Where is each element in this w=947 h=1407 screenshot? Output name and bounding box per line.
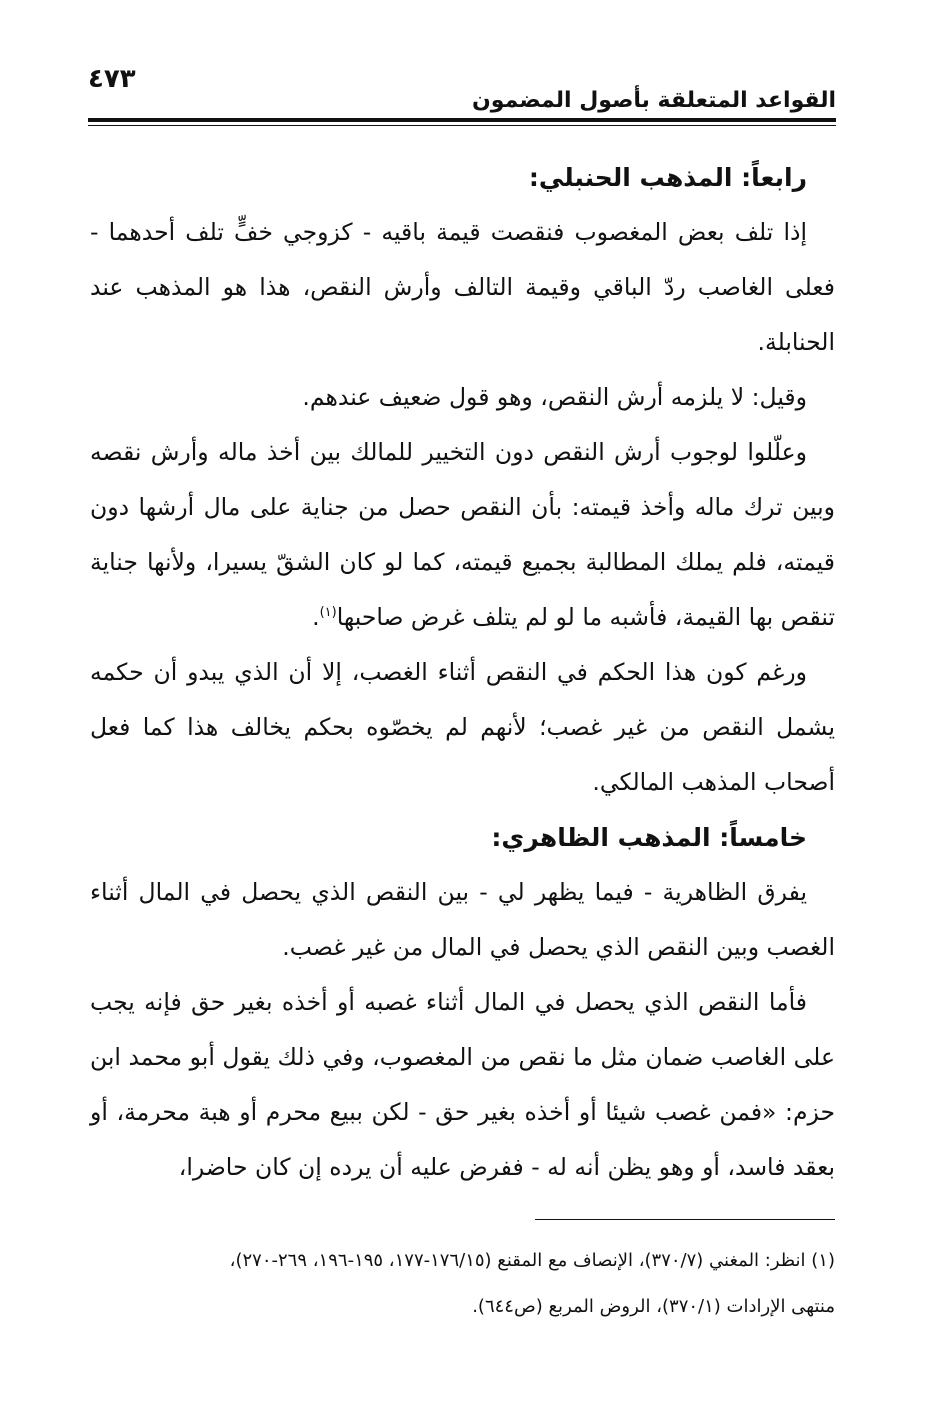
- running-title: القواعد المتعلقة بأصول المضمون: [472, 88, 836, 113]
- paragraph-4: ورغم كون هذا الحكم في النقص أثناء الغصب، إلا أن الذي يبدو أن حكمه يشمل النقص من غير غصب؛ لأنهم لم يخصّوه بحكم يخالف هذا كما فعل أصحاب المذهب المالكي.: [90, 658, 835, 796]
- footnote-ref-1: (١): [319, 605, 337, 621]
- header-rule-thin: [88, 125, 836, 126]
- paragraph-2: وقيل: لا يلزمه أرش النقص، وهو قول ضعيف عندهم.: [302, 383, 807, 411]
- footnote-1-line-2: منتهى الإرادات (٣٧٠/١)، الروض المربع (ص٦٤٤).: [472, 1296, 835, 1317]
- paragraph-3-text: وعلّلوا لوجوب أرش النقص دون التخيير للمالك بين أخذ ماله وأرش نقصه وبين ترك ماله وأخذ قيمته: بأن النقص حصل من جناية على مال أرشها دون قيمته، فلم يملك المطالبة بجميع قيمته، كما لو كان الشقّ يسيرا، ولأنها جناية تنقص بها القيمة، فأشبه ما لو لم يتلف غرض صاحبها: [90, 438, 835, 631]
- paragraph-3: [90, 425, 835, 645]
- footnote-1-line-1: (١) انظر: المغني (٣٧٠/٧)، الإنصاف مع المقنع (١٧٦/١٥-١٧٧، ١٩٥-١٩٦، ٢٦٩-٢٧٠)،: [229, 1250, 835, 1271]
- page-header: [88, 58, 836, 118]
- main-text: [90, 150, 835, 1195]
- paragraph-5: يفرق الظاهرية - فيما يظهر لي - بين النقص الذي يحصل في المال أثناء الغصب وبين النقص الذي يحصل في المال من غير غصب.: [90, 878, 835, 961]
- paragraph-1: إذا تلف بعض المغصوب فنقصت قيمة باقيه - كزوجي خفٍّ تلف أحدهما - فعلى الغاصب ردّ الباقي وقيمة التالف وأرش النقص، هذا هو المذهب عند الحنابلة.: [90, 218, 835, 356]
- header-rule-thick: [88, 118, 836, 122]
- footnote-separator: [535, 1219, 835, 1220]
- paragraph-3-end: .: [312, 603, 320, 631]
- section-heading-zahiri: خامساً: المذهب الظاهري:: [491, 823, 807, 852]
- section-heading-hanbali: رابعاً: المذهب الحنبلي:: [528, 163, 807, 192]
- footnotes: [90, 1238, 835, 1330]
- paragraph-6: فأما النقص الذي يحصل في المال أثناء غصبه أو أخذه بغير حق فإنه يجب على الغاصب ضمان مثل ما نقص من المغصوب، وفي ذلك يقول أبو محمد ابن حزم: «فمن غصب شيئا أو أخذه بغير حق - لكن ببيع محرم أو هبة محرمة، أو بعقد فاسد، أو وهو يظن أنه له - ففرض عليه أن يرده إن كان حاضرا،: [90, 988, 835, 1181]
- page-number: ٤٧٣: [88, 64, 136, 94]
